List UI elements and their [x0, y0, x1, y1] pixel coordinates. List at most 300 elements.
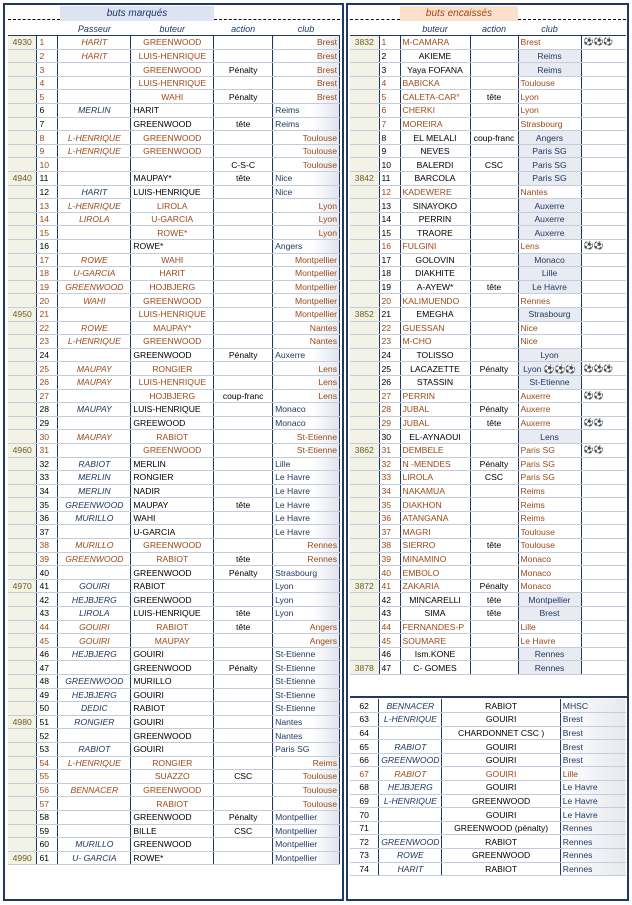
goal-number: 37: [379, 525, 400, 539]
passeur-cell: LIROLA: [58, 607, 131, 621]
club-cell: Toulouse: [273, 158, 340, 172]
passeur-cell: MURILLO: [58, 539, 131, 553]
passeur-cell: [58, 443, 131, 457]
goal-conceded-row: [350, 226, 626, 240]
ball-icons: [581, 185, 626, 199]
goal-total-mark: [8, 294, 37, 308]
club-cell: Lyon: [273, 607, 340, 621]
club-cell: Lille: [518, 620, 581, 634]
passeur-cell: MERLIN: [58, 484, 131, 498]
ball-icons: [581, 634, 626, 648]
buteur-cell: GOUIRI: [442, 740, 560, 754]
goal-conceded-row: [350, 240, 626, 254]
goal-total-mark: 4980: [8, 715, 37, 729]
goal-number: 57: [37, 797, 58, 811]
extra-goal-row: [350, 699, 626, 713]
action-cell: [214, 144, 273, 158]
goal-total-mark: [350, 335, 379, 349]
club-cell: Nice: [518, 335, 581, 349]
goal-total-mark: [8, 688, 37, 702]
goal-number: 31: [379, 443, 400, 457]
goal-conceded-row: [350, 593, 626, 607]
club-cell: Auxerre: [518, 199, 581, 213]
ball-icons: [581, 552, 626, 566]
goal-scored-row: [8, 824, 340, 838]
goal-number: 7: [379, 117, 400, 131]
buteur-cell: MAUPAY*: [131, 321, 214, 335]
goal-total-mark: 4990: [8, 851, 37, 865]
goal-scored-row: [8, 525, 340, 539]
extra-goal-row: [350, 767, 626, 781]
club-cell: Paris SG: [518, 457, 581, 471]
col-num-header: [379, 22, 400, 36]
goals-conceded-header: [350, 6, 626, 22]
buteur-cell: CALETA-CAR°: [400, 90, 470, 104]
goal-number: 32: [379, 457, 400, 471]
lower-table-separator: [350, 696, 628, 698]
club-cell: Lille: [518, 267, 581, 281]
goal-scored-row: [8, 702, 340, 716]
goal-total-mark: [350, 634, 379, 648]
goal-number: 1: [379, 36, 400, 50]
ball-icons: [581, 511, 626, 525]
goal-scored-row: [8, 770, 340, 784]
action-cell: Pénalty: [214, 661, 273, 675]
club-cell: Toulouse: [273, 770, 340, 784]
passeur-cell: [58, 824, 131, 838]
buteur-cell: HOJBJERG: [131, 389, 214, 403]
goal-conceded-row: [350, 212, 626, 226]
buteur-cell: NADIR: [131, 484, 214, 498]
club-cell: Lyon: [518, 348, 581, 362]
goal-total-mark: [8, 498, 37, 512]
passeur-cell: HEJBJERG: [58, 688, 131, 702]
ball-icons: [581, 607, 626, 621]
goal-total-mark: [8, 416, 37, 430]
passeur-cell: DEDIC: [58, 702, 131, 716]
club-cell: Nantes: [518, 185, 581, 199]
goal-total-mark: [350, 430, 379, 444]
ball-icons: [581, 267, 626, 281]
action-cell: [214, 131, 273, 145]
buteur-cell: GOUIRI: [442, 713, 560, 727]
ball-icons: ⚽⚽⚽: [581, 36, 626, 50]
goal-total-mark: 3862: [350, 443, 379, 457]
col-num-header: [37, 22, 58, 36]
action-cell: [214, 267, 273, 281]
buteur-cell: WAHI: [131, 90, 214, 104]
club-cell: Reims: [518, 484, 581, 498]
extra-goals-table: [350, 699, 626, 876]
goal-conceded-row: [350, 661, 626, 675]
goal-scored-row: [8, 253, 340, 267]
goal-conceded-row: [350, 443, 626, 457]
goal-number: 72: [350, 835, 379, 849]
action-cell: [214, 484, 273, 498]
club-cell: Brest: [518, 607, 581, 621]
buteur-cell: GREENWOOD (pénalty): [442, 821, 560, 835]
buteur-cell: RABIOT: [442, 835, 560, 849]
ball-icons: [581, 104, 626, 118]
goal-total-mark: [8, 457, 37, 471]
buteur-cell: GREENWOOD: [131, 117, 214, 131]
buteur-cell: GOLOVIN: [400, 253, 470, 267]
ball-icons: [581, 131, 626, 145]
goal-total-mark: [8, 471, 37, 485]
passeur-cell: [58, 566, 131, 580]
club-cell: Monaco: [518, 579, 581, 593]
goal-conceded-row: [350, 430, 626, 444]
action-cell: Pénalty: [214, 90, 273, 104]
action-cell: [214, 797, 273, 811]
action-cell: tête: [470, 593, 518, 607]
goal-number: 52: [37, 729, 58, 743]
club-cell: Brest: [273, 63, 340, 77]
goal-total-mark: [8, 185, 37, 199]
goal-conceded-row: [350, 90, 626, 104]
club-cell: Nantes: [273, 729, 340, 743]
goal-number: 19: [37, 280, 58, 294]
goal-total-mark: [350, 566, 379, 580]
action-cell: [470, 647, 518, 661]
goal-total-mark: [350, 471, 379, 485]
goal-number: 43: [379, 607, 400, 621]
goal-total-mark: [8, 335, 37, 349]
action-cell: [470, 36, 518, 50]
goal-conceded-row: [350, 566, 626, 580]
buteur-cell: C- GOMES: [400, 661, 470, 675]
action-cell: [214, 702, 273, 716]
goal-total-mark: [350, 117, 379, 131]
club-cell: Toulouse: [518, 76, 581, 90]
club-cell: Rennes: [560, 835, 626, 849]
action-cell: [214, 715, 273, 729]
buteur-cell: A-AYEW*: [400, 280, 470, 294]
club-cell: Le Havre: [273, 471, 340, 485]
goal-total-mark: 4970: [8, 579, 37, 593]
action-cell: [214, 362, 273, 376]
goal-number: 1: [37, 36, 58, 50]
buteur-cell: GOUIRI: [131, 688, 214, 702]
club-cell: Rennes: [518, 647, 581, 661]
buteur-cell: BARCOLA: [400, 172, 470, 186]
passeur-cell: RONGIER: [58, 715, 131, 729]
action-cell: [214, 471, 273, 485]
action-cell: [470, 307, 518, 321]
goal-scored-row: [8, 620, 340, 634]
buteur-cell: ROWE*: [131, 240, 214, 254]
goal-total-mark: [8, 348, 37, 362]
goal-number: 22: [37, 321, 58, 335]
buteur-cell: ROWE*: [131, 851, 214, 865]
goal-total-mark: [8, 321, 37, 335]
goal-number: 29: [379, 416, 400, 430]
goal-number: 74: [350, 862, 379, 876]
buteur-cell: GOUIRI: [442, 767, 560, 781]
goal-total-mark: [350, 63, 379, 77]
goal-conceded-row: [350, 104, 626, 118]
passeur-cell: MAUPAY: [58, 403, 131, 417]
col-extra-header: [581, 22, 626, 36]
action-cell: Pénalty: [214, 810, 273, 824]
ball-icons: [581, 375, 626, 389]
goal-total-mark: [8, 756, 37, 770]
goal-total-mark: 3878: [350, 661, 379, 675]
buteur-cell: SINAYOKO: [400, 199, 470, 213]
goal-conceded-row: [350, 484, 626, 498]
club-cell: Nantes: [273, 321, 340, 335]
goals-conceded-column-headers: [350, 22, 626, 36]
goal-number: 44: [379, 620, 400, 634]
goal-number: 60: [37, 838, 58, 852]
goal-total-mark: [8, 824, 37, 838]
ball-icons: [581, 199, 626, 213]
buteur-cell: NAKAMUA: [400, 484, 470, 498]
club-cell: Angers: [273, 240, 340, 254]
goal-scored-row: [8, 335, 340, 349]
action-cell: [470, 63, 518, 77]
goal-number: 47: [37, 661, 58, 675]
goal-total-mark: [8, 240, 37, 254]
goal-number: 35: [379, 498, 400, 512]
club-cell: Reims: [273, 117, 340, 131]
goal-number: 43: [37, 607, 58, 621]
goals-conceded-title: buts encaissés: [400, 6, 518, 21]
buteur-cell: RONGIER: [131, 362, 214, 376]
passeur-cell: ROWE: [58, 321, 131, 335]
action-cell: tête: [214, 172, 273, 186]
goal-number: 65: [350, 740, 379, 754]
passeur-cell: ROWE: [58, 253, 131, 267]
passeur-cell: L-HENRIQUE: [58, 756, 131, 770]
buteur-cell: M-CAMARA: [400, 36, 470, 50]
club-cell: Montpellier: [273, 838, 340, 852]
buteur-cell: FERNANDES-P: [400, 620, 470, 634]
passeur-cell: U- GARCIA: [58, 851, 131, 865]
club-cell: St-Etienne: [273, 675, 340, 689]
goal-number: 26: [37, 375, 58, 389]
goal-scored-row: [8, 185, 340, 199]
goal-number: 67: [350, 767, 379, 781]
buteur-cell: WAHI: [131, 511, 214, 525]
buteur-cell: ATANGANA: [400, 511, 470, 525]
buteur-cell: DIAKHON: [400, 498, 470, 512]
goal-scored-row: [8, 511, 340, 525]
goal-total-mark: [350, 226, 379, 240]
club-cell: Brest: [560, 740, 626, 754]
ball-icons: [581, 348, 626, 362]
goal-number: 30: [37, 430, 58, 444]
ball-icons: [581, 117, 626, 131]
goal-total-mark: [350, 403, 379, 417]
action-cell: [214, 838, 273, 852]
buteur-cell: EL-AYNAOUI: [400, 430, 470, 444]
club-cell: Monaco: [518, 566, 581, 580]
goal-scored-row: [8, 199, 340, 213]
goal-number: 36: [37, 511, 58, 525]
action-cell: [470, 552, 518, 566]
goal-scored-row: [8, 756, 340, 770]
goal-number: 40: [37, 566, 58, 580]
goal-total-mark: [350, 375, 379, 389]
action-cell: [470, 240, 518, 254]
goal-number: 24: [379, 348, 400, 362]
goal-total-mark: [8, 838, 37, 852]
buteur-cell: KALIMUENDO: [400, 294, 470, 308]
buteur-cell: LUIS-HENRIQUE: [131, 185, 214, 199]
club-cell: St-Etienne: [273, 443, 340, 457]
club-cell: Lyon: [273, 212, 340, 226]
action-cell: coup-franc: [470, 131, 518, 145]
goal-number: 3: [379, 63, 400, 77]
goal-conceded-row: [350, 117, 626, 131]
goal-total-mark: [8, 403, 37, 417]
header-dash-right: [518, 19, 626, 20]
club-cell: Toulouse: [273, 131, 340, 145]
col-club-header: club: [273, 22, 340, 36]
club-cell: Brest: [560, 726, 626, 740]
buteur-cell: PERRIN: [400, 212, 470, 226]
passeur-cell: [58, 90, 131, 104]
buteur-cell: HARIT: [131, 267, 214, 281]
action-cell: tête: [470, 607, 518, 621]
ball-icons: [581, 144, 626, 158]
goal-number: 41: [37, 579, 58, 593]
goal-total-mark: [350, 647, 379, 661]
goal-total-mark: [350, 240, 379, 254]
club-cell: St-Etienne: [273, 688, 340, 702]
buteur-cell: BABICKA: [400, 76, 470, 90]
goal-number: 40: [379, 566, 400, 580]
goal-scored-row: [8, 348, 340, 362]
action-cell: [214, 593, 273, 607]
buteur-cell: DIAKHITE: [400, 267, 470, 281]
buteur-cell: JUBAL: [400, 403, 470, 417]
ball-icons: [581, 471, 626, 485]
action-cell: [214, 675, 273, 689]
club-cell: Brest: [273, 49, 340, 63]
goal-total-mark: 4960: [8, 443, 37, 457]
goal-total-mark: [8, 389, 37, 403]
goal-total-mark: [8, 90, 37, 104]
goal-total-mark: [8, 552, 37, 566]
action-cell: CSC: [470, 158, 518, 172]
goal-scored-row: [8, 539, 340, 553]
goal-number: 39: [379, 552, 400, 566]
action-cell: coup-franc: [214, 389, 273, 403]
goal-total-mark: [8, 742, 37, 756]
ball-icons: [581, 579, 626, 593]
goal-number: 33: [37, 471, 58, 485]
goal-scored-row: [8, 375, 340, 389]
club-cell: Lens: [273, 375, 340, 389]
goals-scored-table: [8, 22, 340, 865]
passeur-cell: MURILLO: [58, 838, 131, 852]
passeur-cell: GREENWOOD: [58, 280, 131, 294]
club-cell: Le Havre: [273, 525, 340, 539]
extra-goal-row: [350, 849, 626, 863]
club-cell: Lille: [560, 767, 626, 781]
action-cell: [214, 185, 273, 199]
club-cell: Nantes: [273, 335, 340, 349]
buteur-cell: RABIOT: [131, 430, 214, 444]
goal-number: 45: [379, 634, 400, 648]
goal-total-mark: [8, 566, 37, 580]
club-cell: Montpellier: [273, 267, 340, 281]
action-cell: [214, 36, 273, 50]
goal-number: 59: [37, 824, 58, 838]
club-cell: Montpellier: [273, 253, 340, 267]
goal-total-mark: [8, 647, 37, 661]
goal-number: 2: [379, 49, 400, 63]
col-mark-header: [350, 22, 379, 36]
action-cell: [214, 240, 273, 254]
ball-icons: [581, 63, 626, 77]
goal-number: 5: [37, 90, 58, 104]
goal-total-mark: [350, 484, 379, 498]
buteur-cell: EL MELALI: [400, 131, 470, 145]
buteur-cell: MAUPAY: [131, 498, 214, 512]
action-cell: [214, 104, 273, 118]
passeur-cell: GREENWOOD: [379, 753, 442, 767]
goal-number: 42: [379, 593, 400, 607]
goal-scored-row: [8, 90, 340, 104]
buteur-cell: U-GARCIA: [131, 212, 214, 226]
buteur-cell: HOJBJERG: [131, 280, 214, 294]
ball-icons: [581, 253, 626, 267]
goal-total-mark: 3852: [350, 307, 379, 321]
action-cell: [214, 647, 273, 661]
goal-scored-row: [8, 403, 340, 417]
goal-total-mark: [8, 375, 37, 389]
action-cell: [214, 294, 273, 308]
club-cell: St-Etienne: [273, 647, 340, 661]
buteur-cell: SIMA: [400, 607, 470, 621]
goal-number: 2: [37, 49, 58, 63]
goal-number: 42: [37, 593, 58, 607]
goal-number: 58: [37, 810, 58, 824]
ball-icons: [581, 430, 626, 444]
goal-scored-row: [8, 688, 340, 702]
goal-number: 22: [379, 321, 400, 335]
action-cell: Pénalty: [214, 63, 273, 77]
buteur-cell: GREENWOOD: [131, 443, 214, 457]
goal-number: 5: [379, 90, 400, 104]
goal-total-mark: [350, 348, 379, 362]
goal-total-mark: [8, 158, 37, 172]
club-cell: MHSC: [560, 699, 626, 713]
action-cell: [470, 253, 518, 267]
goal-conceded-row: [350, 49, 626, 63]
action-cell: C-S-C: [214, 158, 273, 172]
goal-number: 17: [379, 253, 400, 267]
action-cell: [214, 253, 273, 267]
club-cell: Rennes: [273, 552, 340, 566]
goals-conceded-panel: [350, 6, 626, 675]
buteur-cell: RABIOT: [131, 702, 214, 716]
goal-conceded-row: [350, 321, 626, 335]
club-cell: Brest: [560, 713, 626, 727]
goal-number: 48: [37, 675, 58, 689]
ball-icons: [581, 212, 626, 226]
action-cell: [470, 484, 518, 498]
buteur-cell: Ism.KONE: [400, 647, 470, 661]
goal-conceded-row: [350, 362, 626, 376]
goal-total-mark: 3872: [350, 579, 379, 593]
goal-number: 12: [37, 185, 58, 199]
extra-goal-row: [350, 808, 626, 822]
club-cell: Strasbourg: [518, 117, 581, 131]
